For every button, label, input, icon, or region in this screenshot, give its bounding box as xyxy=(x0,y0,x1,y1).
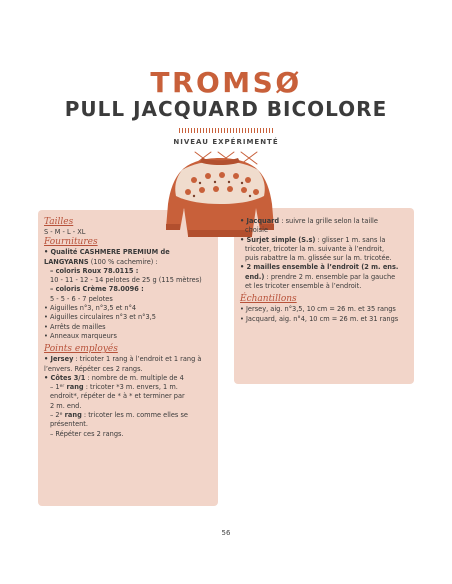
jacquard-line-1 xyxy=(240,217,412,226)
row1-line-1 xyxy=(44,383,216,392)
sizes-heading: Tailles xyxy=(44,217,74,227)
row2-label: rang xyxy=(62,411,82,420)
jacquard-label: • Jacquard xyxy=(240,217,280,225)
row2-text: : tricoter les m. comme elles se xyxy=(81,411,188,420)
row2-prefix: – 2 xyxy=(50,411,60,420)
jersey-line-2: l’envers. Répéter ces 2 rangs. xyxy=(44,364,143,373)
needles-circular: • Aiguilles circulaires n°3 et n°3,5 xyxy=(44,313,156,322)
yarn-brand: LANGYARNS xyxy=(44,257,89,266)
supplies-heading: Fournitures xyxy=(44,237,98,248)
left-column xyxy=(44,217,216,439)
ribs-text: : nombre de m. multiple de 4 xyxy=(85,373,184,382)
row1-line-2: endroit*, répéter de * à * et terminer par xyxy=(50,392,185,401)
right-column xyxy=(240,217,412,324)
k2tog-label-2: end.) xyxy=(245,272,265,281)
row2-line-1 xyxy=(44,411,216,420)
jersey-text: : tricoter 1 rang à l’endroit et 1 rang à xyxy=(73,355,202,364)
gauge-jersey: • Jersey, aig. n°3,5, 10 cm = 26 m. et 35 rangs xyxy=(240,305,396,314)
jersey-line-1 xyxy=(44,355,216,364)
row2-line-2: présentent. xyxy=(50,420,88,429)
decorative-dash-rule xyxy=(179,128,273,133)
page-number: 56 xyxy=(221,529,231,537)
jersey-label: • Jersey xyxy=(44,355,74,364)
color-creme-counts: 5 - 5 - 6 - 7 pelotes xyxy=(50,294,113,303)
ribs-label: • Côtes 3/1 xyxy=(44,373,86,382)
row1-line-3: 2 m. end. xyxy=(50,401,82,410)
yarn-composition: (100 % cachemire) : xyxy=(88,257,158,266)
needles-straight: • Aiguilles n°3, n°3,5 et n°4 xyxy=(44,304,137,313)
row1-text: : tricoter *3 m. envers, 1 m. xyxy=(83,383,178,392)
stitch-holders: • Arrêts de mailles xyxy=(44,322,106,331)
yarn-quality: • Qualité CASHMERE PREMIUM de xyxy=(44,248,170,257)
row1-label: rang xyxy=(64,383,84,392)
difficulty-level: NIVEAU EXPÉRIMENTÉ xyxy=(173,138,279,146)
k2tog-label-1: • 2 mailles ensemble à l’endroit (2 m. ens. xyxy=(240,263,399,272)
sizes-list: S - M - L - XL xyxy=(44,228,86,236)
ssk-line-3: puis rabattre la m. glissée sur la m. tricotée. xyxy=(245,254,392,263)
k2tog-line-1 xyxy=(240,273,412,282)
row1-sup: er xyxy=(59,384,65,390)
stitches-heading: Points employés xyxy=(44,344,118,355)
row2-sup: e xyxy=(59,412,63,418)
ssk-line-2: tricoter, tricoter la m. suivante à l’endroit, xyxy=(245,244,385,253)
k2tog-text: : prendre 2 m. ensemble par la gauche xyxy=(264,272,396,281)
jacquard-line-2: choisie xyxy=(245,226,268,235)
ssk-label: • Surjet simple (S.s) xyxy=(240,235,316,244)
color-creme-label: – coloris Crème 78.0096 : xyxy=(50,285,144,294)
color-roux-label: – coloris Roux 78.0115 : xyxy=(50,266,139,275)
gauge-jacquard: • Jacquard, aig. n°4, 10 cm = 26 m. et 31 rangs xyxy=(240,314,399,323)
ribs-line-1 xyxy=(44,374,216,383)
repeat-rows: – Répéter ces 2 rangs. xyxy=(50,429,124,438)
stitch-markers: • Anneaux marqueurs xyxy=(44,331,117,340)
k2tog-line-2: et les tricoter ensemble à l’endroit. xyxy=(245,282,362,291)
pattern-subtitle: PULL JACQUARD BICOLORE xyxy=(64,97,388,121)
color-roux-counts: 10 - 11 - 12 - 14 pelotes de 25 g (115 mètres) xyxy=(50,276,202,285)
pattern-title: TROMSØ xyxy=(150,66,302,99)
yarn-brand-line xyxy=(44,258,216,267)
gauge-heading: Échantillons xyxy=(240,294,297,305)
ssk-text: : glisser 1 m. sans la xyxy=(315,235,386,244)
ssk-line-1 xyxy=(240,236,412,245)
jacquard-text: : suivre la grille selon la taille xyxy=(279,217,378,225)
row1-prefix: – 1 xyxy=(50,383,60,392)
